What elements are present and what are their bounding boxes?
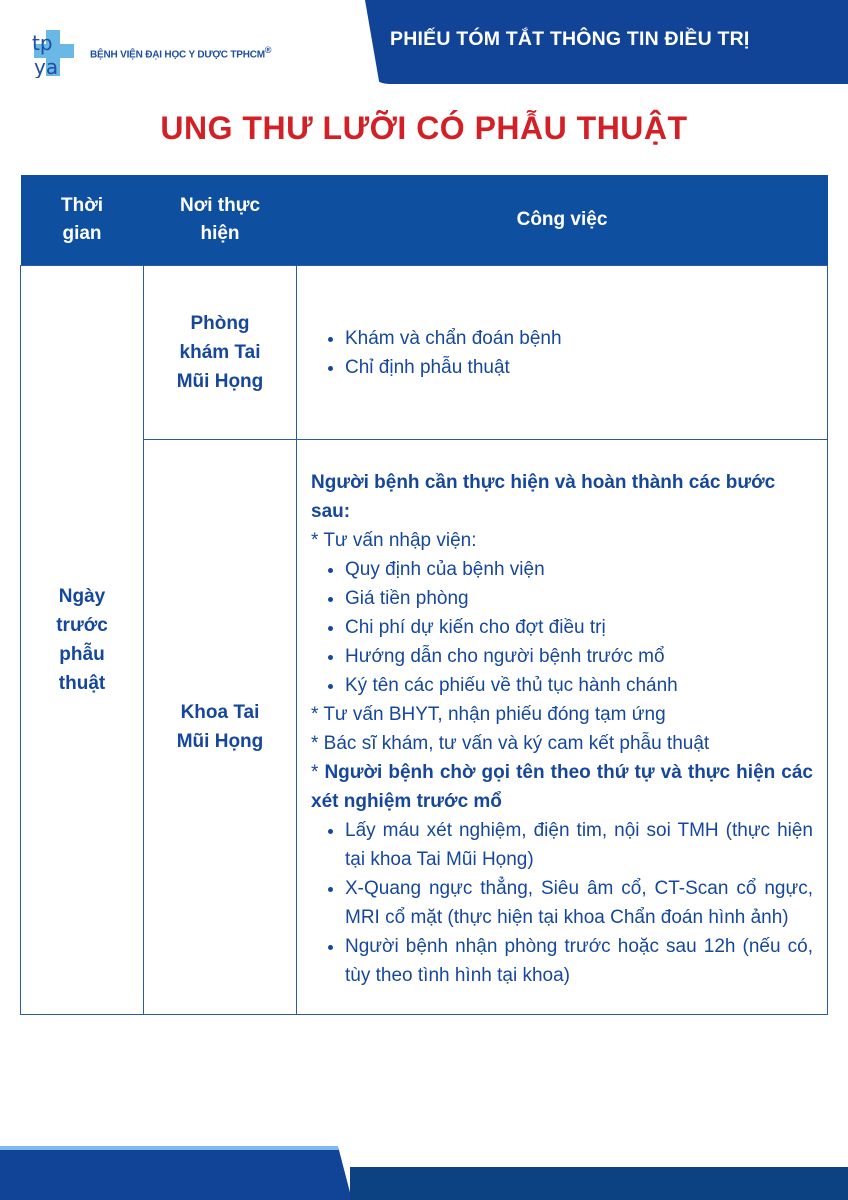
section-insurance: * Tư vấn BHYT, nhận phiếu đóng tạm ứng: [311, 704, 666, 725]
svg-text:ya: ya: [34, 55, 59, 78]
hospital-logo: [30, 28, 271, 78]
list-item: • Hướng dẫn cho người bệnh trước mổ: [345, 642, 813, 671]
place-cell: Khoa Tai Mũi Họng: [144, 440, 297, 1015]
hospital-name: BỆNH VIỆN ĐẠI HỌC Y DƯỢC TPHCM®: [90, 45, 272, 61]
list-item: • Chi phí dự kiến cho đợt điều trị: [345, 613, 813, 642]
tasks-cell: [297, 266, 828, 440]
table-row: [21, 266, 828, 440]
section-admission: * Tư vấn nhập viện:: [311, 530, 477, 551]
svg-text:tp: tp: [32, 31, 53, 55]
list-item: • Người bệnh nhận phòng trước hoặc sau 12h (nếu có, tùy theo tình hình tại khoa): [345, 932, 813, 990]
tasks-cell: [297, 440, 828, 1015]
table-header-row: [21, 175, 828, 266]
section-tests: * Người bệnh chờ gọi tên theo thứ tự và thực hiện các xét nghiệm trước mổ: [311, 762, 813, 812]
header-tasks: Công việc: [297, 175, 828, 266]
intro-text: Người bệnh cần thực hiện và hoàn thành các bước sau:: [311, 472, 776, 522]
section-doctor: * Bác sĩ khám, tư vấn và ký cam kết phẫu thuật: [311, 733, 710, 754]
list-item: • Quy định của bệnh viện: [345, 555, 813, 584]
place-cell: Phòng khám Tai Mũi Họng: [144, 266, 297, 440]
page-title: UNG THƯ LƯỠI CÓ PHẪU THUẬT: [160, 110, 688, 146]
list-item: • X-Quang ngực thẳng, Siêu âm cổ, CT-Scan cổ ngực, MRI cổ mặt (thực hiện tại khoa Chẩn đoán hình ảnh): [345, 874, 813, 932]
treatment-table: [20, 175, 828, 1015]
header-time: Thời gian: [21, 175, 144, 266]
footer-shape-right: [350, 1167, 848, 1200]
logo-mark-icon: [30, 28, 86, 78]
header-place: Nơi thực hiện: [144, 175, 297, 266]
list-item: • Lấy máu xét nghiệm, điện tim, nội soi TMH (thực hiện tại khoa Tai Mũi Họng): [345, 816, 813, 874]
list-item: • Giá tiền phòng: [345, 584, 813, 613]
list-item: • Chỉ định phẫu thuật: [345, 353, 813, 382]
list-item: • Ký tên các phiếu về thủ tục hành chánh: [345, 671, 813, 700]
list-item: • Khám và chẩn đoán bệnh: [345, 324, 813, 353]
footer-shape-left: [0, 1146, 352, 1200]
time-cell: Ngày trước phẫu thuật: [21, 266, 144, 1015]
banner-title: PHIẾU TÓM TẮT THÔNG TIN ĐIỀU TRỊ: [390, 28, 750, 50]
